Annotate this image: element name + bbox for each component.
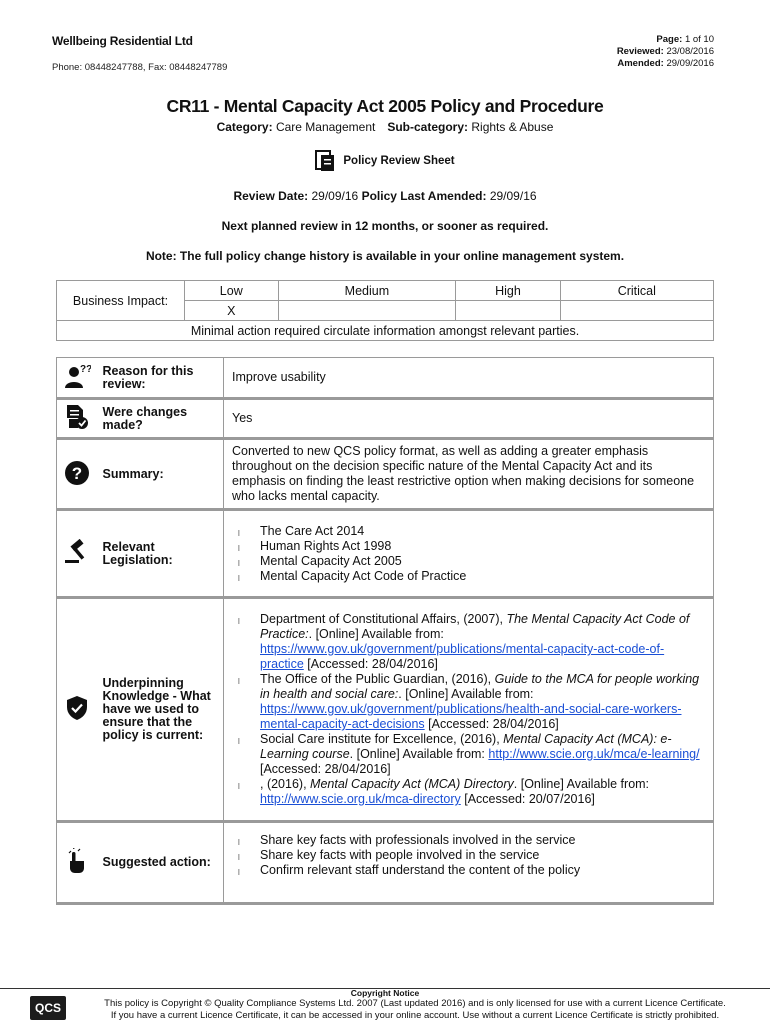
reason-value: Improve usability <box>224 358 714 399</box>
review-sheet-icon <box>315 150 335 172</box>
shield-check-icon <box>65 695 89 721</box>
impact-mark-medium <box>278 301 456 321</box>
reference-link[interactable]: http://www.scie.org.uk/mca-directory <box>260 792 461 806</box>
legislation-item: l Mental Capacity Act Code of Practice <box>232 569 705 584</box>
copyright-text: This policy is Copyright © Quality Compliance Systems Ltd. 2007 (Last updated 2016) and is only licensed for use with a current Licence Certificate. If you have a current Licence Certificate, it can be accessed in your online account. Use without a current Licence Certificate is strictly prohibited. <box>104 998 726 1021</box>
gavel-icon <box>63 539 91 565</box>
question-circle-icon <box>64 460 90 486</box>
reference-link[interactable]: https://www.gov.uk/government/publications/health-and-social-care-workers-mental-capacity-act-decisions <box>260 702 682 731</box>
person-question-icon <box>63 363 91 389</box>
reference-item: l Department of Constitutional Affairs, (2007), The Mental Capacity Act Code of Practice:. [Online] Available from: https://www.gov.uk/government/publications/mental-capacity-act-code-of-practice [Accessed: 28/04/2016] <box>232 612 705 672</box>
page-indicator: Page: 1 of 10 <box>656 34 714 45</box>
company-name: Wellbeing Residential Ltd <box>52 34 193 48</box>
category-line: Category: Care Management Sub-category: Rights & Abuse <box>216 120 554 134</box>
reference-item: l , (2016), Mental Capacity Act (MCA) Directory. [Online] Available from: http://www.scie.org.uk/mca-directory [Accessed: 20/07/2016] <box>232 777 705 807</box>
history-note: Note: The full policy change history is available in your online management system. <box>145 249 625 263</box>
impact-mark-low: X <box>185 301 279 321</box>
reference-link[interactable]: http://www.scie.org.uk/mca/e-learning/ <box>488 747 700 761</box>
summary-value: Converted to new QCS policy format, as well as adding a greater emphasis throughout on the decision specific nature of the Mental Capacity Act and its emphasis on finding the least restrictive option when making decisions for someone who lacks mental capacity. <box>224 439 714 510</box>
changes-value: Yes <box>224 399 714 439</box>
impact-level-low: Low <box>185 281 279 301</box>
document-check-icon <box>65 404 89 430</box>
impact-mark-high <box>456 301 560 321</box>
action-item: l Share key facts with people involved in the service <box>232 848 705 863</box>
reference-item: l The Office of the Public Guardian, (2016), Guide to the MCA for people working in health and social care:. [Online] Available from: https://www.gov.uk/government/publications/health-and-social-care-workers-mental-capacity-act-decisions [Accessed: 28/04/2016] <box>232 672 705 732</box>
svg-text:??: ?? <box>79 364 91 375</box>
review-row-action <box>57 822 714 904</box>
reference-list <box>232 612 705 807</box>
action-label: Suggested action: <box>97 822 224 904</box>
review-row-changes <box>57 399 714 439</box>
legislation-item: l The Care Act 2014 <box>232 524 705 539</box>
legislation-item: l Human Rights Act 1998 <box>232 539 705 554</box>
legislation-item: l Mental Capacity Act 2005 <box>232 554 705 569</box>
reason-label: Reason for this review: <box>97 358 224 399</box>
contact-info: Phone: 08448247788, Fax: 08448247789 <box>52 62 228 73</box>
impact-mark-critical <box>560 301 713 321</box>
impact-level-medium: Medium <box>278 281 456 301</box>
review-row-reason <box>57 358 714 399</box>
hand-pointer-icon <box>65 848 89 874</box>
action-item: l Confirm relevant staff understand the content of the policy <box>232 863 705 878</box>
review-row-knowledge <box>57 598 714 822</box>
impact-summary: Minimal action required circulate information amongst relevant parties. <box>57 321 714 341</box>
business-impact-table <box>56 280 714 341</box>
legislation-list <box>232 524 705 584</box>
copyright-title: Copyright Notice <box>350 988 420 998</box>
knowledge-label: Underpinning Knowledge - What have we used to ensure that the policy is current: <box>97 598 224 822</box>
business-impact-label: Business Impact: <box>57 281 185 321</box>
header-right <box>617 34 714 70</box>
review-details-table <box>56 357 714 905</box>
policy-title: CR11 - Mental Capacity Act 2005 Policy and Procedure <box>166 96 604 116</box>
impact-level-critical: Critical <box>560 281 713 301</box>
action-list <box>232 833 705 878</box>
review-row-summary <box>57 439 714 510</box>
header-left <box>52 34 227 73</box>
svg-text:?: ? <box>71 463 82 483</box>
amended-date: Amended: 29/09/2016 <box>617 58 714 69</box>
next-review: Next planned review in 12 months, or sooner as required. <box>221 219 549 233</box>
reference-item: l Social Care institute for Excellence, (2016), Mental Capacity Act (MCA): e-Learning course. [Online] Available from: http://www.scie.org.uk/mca/e-learning/ [Accessed: 28/04/2016] <box>232 732 705 777</box>
review-dates: Review Date: 29/09/16 Policy Last Amended: 29/09/16 <box>233 189 537 203</box>
qcs-logo: QCS <box>30 996 66 1020</box>
action-item: l Share key facts with professionals involved in the service <box>232 833 705 848</box>
impact-level-high: High <box>456 281 560 301</box>
legislation-label: Relevant Legislation: <box>97 510 224 598</box>
reviewed-date: Reviewed: 23/08/2016 <box>616 46 714 57</box>
reference-link[interactable]: https://www.gov.uk/government/publications/mental-capacity-act-code-of-practice <box>260 642 665 671</box>
summary-label: Summary: <box>97 439 224 510</box>
review-row-legislation <box>57 510 714 598</box>
policy-review-sheet-heading: Policy Review Sheet <box>0 150 770 172</box>
changes-label: Were changes made? <box>97 399 224 439</box>
